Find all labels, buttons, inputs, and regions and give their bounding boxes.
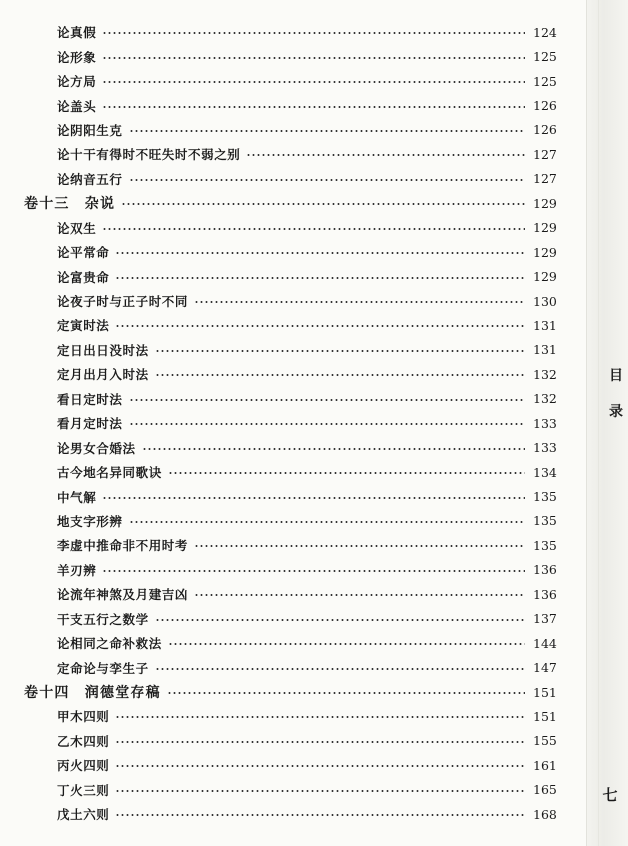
toc-dot-leader [115,741,525,743]
toc-page-number: 135 [533,489,557,505]
toc-entry-row [0,558,586,582]
toc-page-number: 132 [533,366,557,382]
toc-dot-leader [168,472,525,474]
toc-entry-title: 论平常命 [57,245,110,261]
toc-entry-title: 干支五行之数学 [57,611,149,627]
toc-dot-leader [102,570,525,572]
toc-page-number: 130 [533,293,557,309]
toc-page-number: 133 [533,440,557,456]
toc-entry-row [0,778,586,802]
toc-page-number: 136 [533,586,557,602]
toc-dot-leader [102,106,525,108]
side-label-char: 目 [609,368,623,384]
toc-entry-row [0,533,586,557]
toc-entry-row [0,435,586,459]
toc-page-number: 165 [533,782,557,798]
toc-dot-leader [102,81,525,83]
toc-entry-row [0,460,586,484]
toc-page-number: 134 [533,464,557,480]
toc-entry-title: 乙木四则 [57,733,110,749]
toc-dot-leader [115,325,525,327]
toc-entry-row [0,69,586,93]
toc-page-number: 135 [533,513,557,529]
toc-entry-title: 论双生 [57,220,97,236]
toc-page-number: 155 [533,733,557,749]
toc-dot-leader [102,497,525,499]
toc-entry-row [0,167,586,191]
toc-entry-row [0,362,586,386]
toc-entry-row [0,509,586,533]
toc-chapter-title: 卷十四 润德堂存稿 [24,685,161,702]
toc-entry-title: 戊土六则 [57,807,110,823]
toc-dot-leader [129,130,525,132]
toc-page-number: 132 [533,391,557,407]
toc-entry-title: 论阴阳生克 [57,122,123,138]
toc-dot-leader [168,643,525,645]
toc-dot-leader [246,154,525,156]
toc-entry-row [0,387,586,411]
toc-page-number: 168 [533,806,557,822]
side-label-char: 录 [609,404,623,420]
toc-entry-title: 地支字形辨 [57,513,123,529]
section-side-label [606,358,626,430]
toc-page-number: 135 [533,537,557,553]
toc-entry-row [0,338,586,362]
toc-entry-title: 论盖头 [57,98,97,114]
toc-entry-row [0,484,586,508]
toc-dot-leader [115,252,525,254]
toc-page-number: 151 [533,684,557,700]
toc-entry-title: 定日出日没时法 [57,342,149,358]
toc-dot-leader [155,619,525,621]
toc-entry-title: 看月定时法 [57,416,123,432]
toc-entry-row [0,631,586,655]
toc-entry-row [0,264,586,288]
toc-entry-row [0,411,586,435]
toc-page-number: 129 [533,195,557,211]
toc-dot-leader [129,423,525,425]
toc-entry-row [0,729,586,753]
toc-entry-title: 论十干有得时不旺失时不弱之别 [57,147,241,163]
toc-dot-leader [167,692,525,694]
toc-dot-leader [155,668,525,670]
toc-entry-row [0,704,586,728]
toc-dot-leader [155,350,525,352]
toc-entry-row [0,142,586,166]
toc-page-number: 124 [533,24,557,40]
toc-dot-leader [194,594,525,596]
page-folio: 七 [602,786,618,804]
toc-entry-row [0,118,586,142]
toc-dot-leader [115,277,525,279]
toc-page-number: 133 [533,415,557,431]
toc-entry-row [0,93,586,117]
toc-entry-row [0,216,586,240]
toc-entry-row [0,607,586,631]
toc-page-number: 127 [533,146,557,162]
toc-entry-title: 论富贵命 [57,269,110,285]
toc-page-number: 125 [533,49,557,65]
toc-page-number: 137 [533,611,557,627]
toc-entry-title: 论男女合婚法 [57,440,136,456]
toc-entry-title: 论真假 [57,25,97,41]
toc-dot-leader [142,448,525,450]
toc-page-number: 144 [533,635,557,651]
toc-entry-title: 论纳音五行 [57,171,123,187]
toc-entry-title: 中气解 [57,489,97,505]
toc-entry-title: 论流年神煞及月建吉凶 [57,587,189,603]
toc-entry-title: 论形象 [57,49,97,65]
toc-entry-title: 论方局 [57,74,97,90]
toc-entry-row [0,289,586,313]
toc-dot-leader [115,765,525,767]
toc-page-number: 127 [533,171,557,187]
toc-entry-title: 古今地名异同歌诀 [57,465,162,481]
toc-entry-row [0,753,586,777]
toc-dot-leader [102,228,525,230]
toc-entry-title: 丙火四则 [57,758,110,774]
toc-chapter-row [0,680,586,704]
toc-dot-leader [129,399,525,401]
toc-entry-title: 定月出月入时法 [57,367,149,383]
toc-page-number: 126 [533,98,557,114]
toc-entry-row [0,582,586,606]
toc-entry-title: 李虚中推命非不用时考 [57,538,189,554]
toc-page-number: 129 [533,269,557,285]
toc-dot-leader [115,790,525,792]
toc-dot-leader [115,716,525,718]
toc-entry-title: 论夜子时与正子时不同 [57,294,189,310]
toc-entry-row [0,20,586,44]
toc-entry-title: 定寅时法 [57,318,110,334]
toc-dot-leader [129,521,525,523]
toc-dot-leader [121,203,525,205]
toc-entry-title: 羊刃辨 [57,562,97,578]
gutter-fold-line [598,0,599,846]
toc-entry-title: 论相同之命补救法 [57,636,162,652]
toc-page-number: 131 [533,317,557,333]
toc-entry-row [0,44,586,68]
toc-chapter-row [0,191,586,215]
toc-page-number: 136 [533,562,557,578]
toc-entry-row [0,240,586,264]
toc-dot-leader [194,301,525,303]
toc-dot-leader [102,57,525,59]
toc-entry-title: 丁火三则 [57,782,110,798]
toc-entry-row [0,313,586,337]
toc-chapter-title: 卷十三 杂说 [24,196,116,213]
toc-entry-title: 看日定时法 [57,391,123,407]
toc-entry-title: 甲木四则 [57,709,110,725]
toc-entry-row [0,655,586,679]
toc-entry-row [0,802,586,826]
toc-page-number: 129 [533,220,557,236]
toc-page-number: 129 [533,244,557,260]
toc-dot-leader [129,179,525,181]
toc-page-number: 151 [533,708,557,724]
toc-page-number: 131 [533,342,557,358]
toc-dot-leader [102,32,525,34]
toc-dot-leader [115,814,525,816]
toc-dot-leader [194,545,525,547]
toc-page-number: 147 [533,660,557,676]
toc-entry-title: 定命论与孪生子 [57,660,149,676]
toc-page-number: 125 [533,73,557,89]
toc-page-number: 126 [533,122,557,138]
table-of-contents [0,20,586,826]
toc-page-number: 161 [533,757,557,773]
toc-dot-leader [155,374,525,376]
